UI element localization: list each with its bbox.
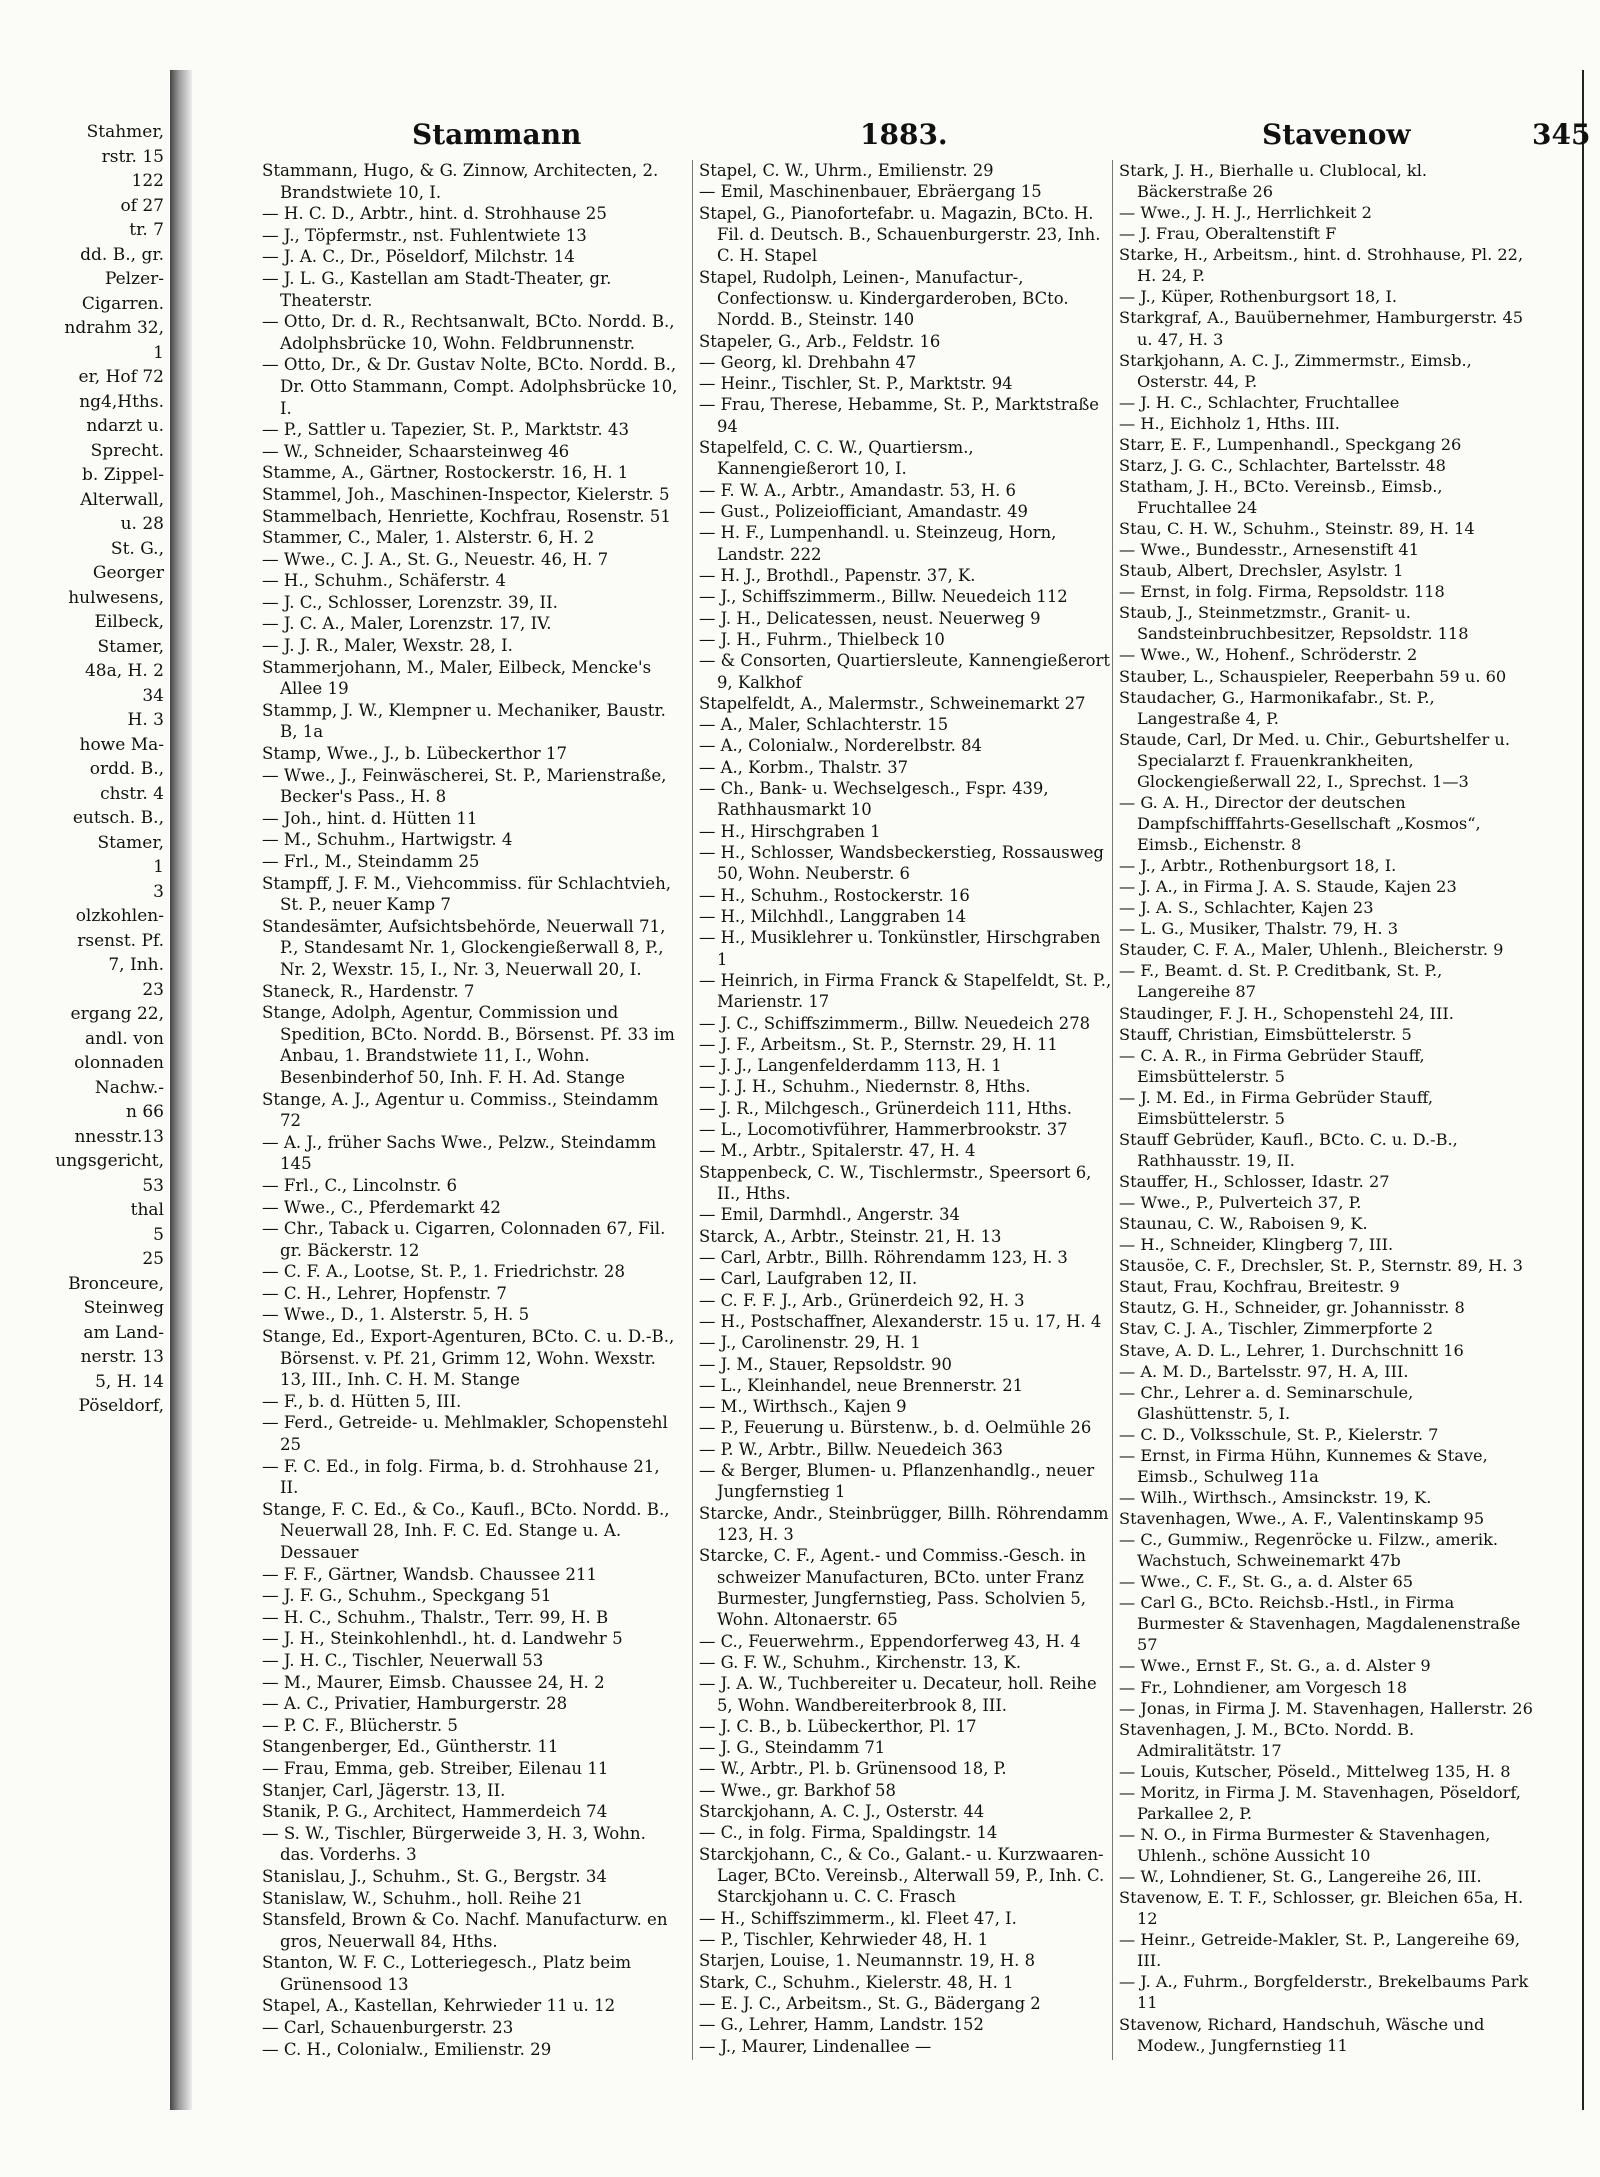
directory-entry: Stauber, L., Schauspieler, Reeperbahn 59 u. 60: [1119, 666, 1507, 686]
directory-entry: — J. A. C., Dr., Pöseldorf, Milchstr. 14: [262, 247, 575, 267]
directory-entry: Stammerjohann, M., Maler, Eilbeck, Mencke's Allee 19: [262, 657, 652, 699]
fragment-line: 5, H. 14: [95, 1371, 164, 1392]
directory-entry: — L. G., Musiker, Thalstr. 79, H. 3: [1119, 919, 1398, 939]
directory-entry: Staub, Albert, Drechsler, Asylstr. 1: [1119, 561, 1404, 581]
directory-entry: — C., in folg. Firma, Spaldingstr. 14: [699, 1823, 998, 1843]
directory-entry: — S. W., Tischler, Bürgerweide 3, H. 3, Wohn. das. Vorderhs. 3: [262, 1823, 646, 1865]
directory-entry: Stanjer, Carl, Jägerstr. 13, II.: [262, 1780, 506, 1800]
directory-entry: — C. F. A., Lootse, St. P., 1. Friedrichstr. 28: [262, 1262, 626, 1282]
directory-entry: — Louis, Kutscher, Pöseld., Mittelweg 135, H. 8: [1119, 1761, 1511, 1781]
directory-entry: Stapelfeldt, A., Malermstr., Schweinemarkt 27: [699, 693, 1086, 713]
directory-entry: Stanik, P. G., Architect, Hammerdeich 74: [262, 1802, 608, 1822]
directory-entry: Staub, J., Steinmetzmstr., Granit- u. Sandsteinbruchbesitzer, Repsoldstr. 118: [1119, 603, 1469, 644]
page-edge: [1582, 70, 1584, 2110]
fragment-line: 53: [142, 1175, 164, 1196]
fragment-line: dd. B., gr.: [80, 244, 164, 265]
directory-entry: Stange, F. C. Ed., & Co., Kaufl., BCto. Nordd. B., Neuerwall 28, Inh. F. C. Ed. Stange u. A. Dessauer: [262, 1499, 670, 1562]
directory-entry: Stauff, Christian, Eimsbüttelerstr. 5: [1119, 1024, 1412, 1044]
fragment-line: 48a, H. 2: [84, 661, 164, 681]
directory-entry: Stark, C., Schuhm., Kielerstr. 48, H. 1: [699, 1972, 1014, 1992]
directory-entry: Staneck, R., Hardenstr. 7: [262, 981, 475, 1001]
directory-entry: — Gust., Polizeiofficiant, Amandastr. 49: [699, 502, 1028, 521]
directory-entry: — A. J., früher Sachs Wwe., Pelzw., Steindamm 145: [262, 1132, 657, 1174]
directory-entry: Stave, A. D. L., Lehrer, 1. Durchschnitt 16: [1119, 1340, 1464, 1360]
fragment-line: Eilbeck,: [94, 612, 164, 632]
directory-entry: — Frau, Emma, geb. Streiber, Eilenau 11: [262, 1758, 609, 1778]
directory-entry: Stapeler, G., Arb., Feldstr. 16: [699, 331, 941, 351]
directory-entry: — A. M. D., Bartelsstr. 97, H. A, III.: [1119, 1361, 1409, 1381]
directory-entry: Staudacher, G., Harmonikafabr., St. P., Langestraße 4, P.: [1119, 687, 1435, 728]
directory-page: [262, 118, 1591, 2068]
directory-entry: — Wwe., gr. Barkhof 58: [699, 1780, 896, 1800]
directory-entry: — Frl., C., Lincolnstr. 6: [262, 1175, 458, 1195]
directory-entry: — Fr., Lohndiener, am Vorgesch 18: [1119, 1677, 1407, 1697]
directory-entry: Stavenow, Richard, Handschuh, Wäsche und Modew., Jungfernstieg 11: [1119, 2014, 1485, 2055]
directory-entry: — J. C. A., Maler, Lorenzstr. 17, IV.: [262, 614, 552, 634]
directory-entry: Stavenhagen, Wwe., A. F., Valentinskamp 95: [1119, 1509, 1485, 1528]
directory-entry: — Wwe., Ernst F., St. G., a. d. Alster 9: [1119, 1656, 1431, 1676]
fragment-line: howe Ma-: [79, 734, 164, 755]
directory-entry: — G., Lehrer, Hamm, Landstr. 152: [699, 2015, 984, 2035]
directory-entry: — Wwe., C. F., St. G., a. d. Alster 65: [1119, 1572, 1414, 1592]
running-header: [262, 118, 1591, 158]
directory-entry: Staut, Frau, Kochfrau, Breitestr. 9: [1119, 1277, 1400, 1297]
fragment-line: hulwesens,: [68, 587, 164, 608]
directory-entry: — H. J., Brothdl., Papenstr. 37, K.: [699, 565, 976, 585]
directory-entry: — Frl., M., Steindamm 25: [262, 852, 480, 871]
page-number: 345: [1532, 118, 1591, 151]
directory-entry: Stapel, A., Kastellan, Kehrwieder 11 u. 12: [262, 1996, 616, 2016]
directory-entry: — J. R., Milchgesch., Grünerdeich 111, Hths.: [699, 1098, 1072, 1118]
directory-entry: Stav, C. J. A., Tischler, Zimmerpforte 2: [1119, 1319, 1434, 1339]
fragment-line: u. 28: [120, 514, 164, 534]
fragment-line: 1: [153, 857, 164, 877]
fragment-line: thal: [130, 1200, 164, 1220]
fragment-line: ndrahm 32,: [64, 318, 164, 338]
header-last-name: Stavenow: [1262, 118, 1411, 151]
previous-page-fragment: [0, 120, 172, 2070]
fragment-line: Pöseldorf,: [78, 1396, 164, 1416]
directory-entry: — Otto, Dr. d. R., Rechtsanwalt, BCto. Nordd. B., Adolphsbrücke 10, Wohn. Feldbrunnenstr.: [262, 312, 675, 353]
fragment-line: Bronceure,: [68, 1273, 164, 1294]
directory-entry: — J. H., Fuhrm., Thielbeck 10: [699, 629, 945, 649]
fragment-line: Stamer,: [97, 832, 164, 853]
directory-entry: Stangenberger, Ed., Güntherstr. 11: [262, 1737, 559, 1757]
fragment-line: rstr. 15: [101, 146, 164, 167]
fragment-line: Pelzer-: [104, 269, 164, 289]
directory-entry: Staude, Carl, Dr Med. u. Chir., Geburtshelfer u. Specialarzt f. Frauenkrankheiten, Glockengießerwall 22, I., Sprechst. 1—3: [1119, 729, 1510, 791]
directory-entry: — H., Schneider, Klingberg 7, III.: [1119, 1235, 1394, 1255]
fragment-line: Sprecht.: [90, 440, 164, 461]
directory-entry: Stapel, C. W., Uhrm., Emilienstr. 29: [699, 161, 994, 180]
directory-entry: — Wwe., C., Pferdemarkt 42: [262, 1197, 501, 1217]
directory-entry: Stautz, G. H., Schneider, gr. Johannisstr. 8: [1119, 1298, 1465, 1318]
fragment-line: of 27: [120, 195, 164, 216]
directory-entry: — J. A., Fuhrm., Borgfelderstr., Brekelbaums Park 11: [1119, 1972, 1529, 2013]
directory-entry: — F., b. d. Hütten 5, III.: [262, 1391, 462, 1411]
directory-entry: — J., Küper, Rothenburgsort 18, I.: [1119, 287, 1397, 307]
directory-entry: Stange, Adolph, Agentur, Commission und Spedition, BCto. Nordd. B., Börsenst. Pf. 33 im Anbau, 1. Brandstwiete 11, I., Wohn. Besenbinderhof 50, Inh. F. H. Ad. Stange: [262, 1003, 675, 1087]
directory-entry: — H., Schuhm., Rostockerstr. 16: [699, 885, 970, 905]
directory-entry: — C. F. F. J., Arb., Grünerdeich 92, H. 3: [699, 1290, 1025, 1310]
fragment-line: rsenst. Pf.: [77, 930, 164, 951]
column-1: [262, 160, 682, 2060]
directory-entry: — H., Milchhdl., Langgraben 14: [699, 906, 967, 926]
directory-entry: Stau, C. H. W., Schuhm., Steinstr. 89, H. 14: [1119, 519, 1475, 539]
directory-entry: — N. O., in Firma Burmester & Stavenhagen, Uhlenh., schöne Aussicht 10: [1119, 1824, 1491, 1865]
directory-entry: — Joh., hint. d. Hütten 11: [262, 808, 478, 828]
directory-entry: — P., Tischler, Kehrwieder 48, H. 1: [699, 1929, 989, 1949]
directory-entry: Stausöe, C. F., Drechsler, St. P., Sternstr. 89, H. 3: [1119, 1256, 1523, 1276]
directory-entry: — H., Musiklehrer u. Tonkünstler, Hirschgraben 1: [699, 928, 1101, 969]
directory-entry: Starjen, Louise, 1. Neumannstr. 19, H. 8: [699, 1951, 1036, 1971]
directory-entry: Starkjohann, A. C. J., Zimmermstr., Eimsb., Osterstr. 44, P.: [1119, 350, 1472, 391]
directory-entry: Stavenhagen, J. M., BCto. Nordd. B. Admiralitätstr. 17: [1119, 1719, 1415, 1760]
directory-entry: — J. G., Steindamm 71: [699, 1738, 886, 1758]
fragment-line: 7, Inh.: [108, 955, 164, 975]
directory-entry: — Otto, Dr., & Dr. Gustav Nolte, BCto. Nordd. B., Dr. Otto Stammann, Compt. Adolphsbrücke 10, I.: [262, 355, 678, 418]
directory-entry: — Moritz, in Firma J. M. Stavenhagen, Pöseldorf, Parkallee 2, P.: [1119, 1782, 1521, 1823]
directory-entry: — H., Schlosser, Wandsbeckerstieg, Rossausweg 50, Wohn. Neuberstr. 6: [699, 843, 1104, 884]
directory-entry: Stange, A. J., Agentur u. Commiss., Steindamm 72: [262, 1089, 659, 1131]
fragment-line: nerstr. 13: [80, 1347, 164, 1367]
directory-entry: — Ferd., Getreide- u. Mehlmakler, Schopenstehl 25: [262, 1413, 668, 1455]
directory-entry: — Carl, Laufgraben 12, II.: [699, 1269, 918, 1289]
directory-entry: — M., Wirthsch., Kajen 9: [699, 1397, 907, 1417]
directory-entry: — M., Schuhm., Hartwigstr. 4: [262, 830, 513, 850]
directory-entry: Starck, A., Arbtr., Steinstr. 21, H. 13: [699, 1226, 1002, 1246]
directory-entry: Stamme, A., Gärtner, Rostockerstr. 16, H. 1: [262, 463, 629, 483]
directory-entry: Statham, J. H., BCto. Vereinsb., Eimsb., Fruchtallee 24: [1119, 476, 1443, 517]
directory-entry: Staunau, C. W., Raboisen 9, K.: [1119, 1214, 1368, 1234]
directory-entry: — H., Hirschgraben 1: [699, 821, 881, 841]
directory-entry: — J. H., Delicatessen, neust. Neuerweg 9: [699, 608, 1041, 628]
fragment-line: H. 3: [127, 710, 164, 730]
fragment-line: Alterwall,: [80, 489, 164, 510]
directory-entry: — Carl, Schauenburgerstr. 23: [262, 2018, 514, 2038]
directory-entry: Starckjohann, A. C. J., Osterstr. 44: [699, 1802, 985, 1822]
directory-entry: — A., Maler, Schlachterstr. 15: [699, 715, 949, 735]
directory-entry: Starckjohann, C., & Co., Galant.- u. Kurzwaaren-Lager, BCto. Vereinsb., Alterwall 59, P., Inh. C. Starckjohann u. C. C. Frasch: [699, 1844, 1105, 1907]
directory-entry: — J. A., in Firma J. A. S. Staude, Kajen 23: [1119, 877, 1457, 897]
directory-entry: — H., Postschaffner, Alexanderstr. 15 u. 17, H. 4: [699, 1311, 1102, 1331]
directory-entry: — Wilh., Wirthsch., Amsinckstr. 19, K.: [1119, 1487, 1432, 1507]
directory-entry: — Wwe., J. H. J., Herrlichkeit 2: [1119, 203, 1372, 223]
directory-entry: — J. A. W., Tuchbereiter u. Decateur, holl. Reihe 5, Wohn. Wandbereiterbrook 8, III.: [699, 1674, 1097, 1715]
fragment-line: ng4,Hths.: [79, 391, 164, 412]
fragment-line: 3: [153, 881, 164, 902]
fragment-line: ungsgericht,: [55, 1151, 164, 1171]
directory-entry: — H., Eichholz 1, Hths. III.: [1119, 413, 1340, 433]
directory-entry: — F. C. Ed., in folg. Firma, b. d. Strohhause 21, II.: [262, 1456, 660, 1498]
directory-entry: — W., Schneider, Schaarsteinweg 46: [262, 441, 570, 461]
directory-entry: — J. M., Stauer, Repsoldstr. 90: [699, 1354, 952, 1374]
directory-entry: — Emil, Darmhdl., Angerstr. 34: [699, 1205, 960, 1225]
book-gutter: [170, 70, 192, 2110]
fragment-line: St. G.,: [110, 538, 164, 559]
fragment-line: am Land-: [83, 1322, 164, 1343]
directory-entry: — Wwe., W., Hohenf., Schröderstr. 2: [1119, 645, 1418, 665]
directory-entry: — L., Kleinhandel, neue Brennerstr. 21: [699, 1375, 1024, 1395]
directory-entry: Stanton, W. F. C., Lotteriegesch., Platz beim Grünensood 13: [262, 1953, 632, 1994]
directory-entry: — F. W. A., Arbtr., Amandastr. 53, H. 6: [699, 480, 1016, 500]
header-year: 1883.: [860, 118, 948, 151]
directory-entry: — J. C., Schiffszimmerm., Billw. Neuedeich 278: [699, 1013, 1091, 1033]
directory-entry: — & Consorten, Quartiersleute, Kannengießerort 9, Kalkhof: [699, 651, 1110, 692]
directory-entry: — C. H., Lehrer, Hopfenstr. 7: [262, 1283, 507, 1303]
fragment-line: b. Zippel-: [82, 465, 164, 485]
directory-entry: — J. C., Schlosser, Lorenzstr. 39, II.: [262, 592, 558, 612]
directory-entry: Starkgraf, A., Bauübernehmer, Hamburgerstr. 45 u. 47, H. 3: [1119, 308, 1524, 349]
directory-entry: — L., Locomotivführer, Hammerbrookstr. 37: [699, 1120, 1068, 1140]
directory-entry: Stavenow, E. T. F., Schlosser, gr. Bleichen 65a, H. 12: [1119, 1888, 1524, 1929]
directory-entry: Stapel, Rudolph, Leinen-, Manufactur-, Confectionsw. u. Kindergarderoben, BCto. Nordd. B., Steinstr. 140: [699, 267, 1069, 330]
directory-entry: — J., Schiffszimmerm., Billw. Neuedeich 112: [699, 587, 1068, 607]
fragment-line: 34: [142, 685, 164, 706]
directory-entry: Stauffer, H., Schlosser, Idastr. 27: [1119, 1172, 1390, 1191]
directory-entry: Starr, E. F., Lumpenhandl., Speckgang 26: [1119, 434, 1462, 454]
directory-entry: Stamp, Wwe., J., b. Lübeckerthor 17: [262, 744, 568, 764]
directory-entry: Stark, J. H., Bierhalle u. Clublocal, kl. Bäckerstraße 26: [1119, 161, 1428, 202]
directory-entry: Standesämter, Aufsichtsbehörde, Neuerwall 71, P., Standesamt Nr. 1, Glockengießerwall 8, P., Nr. 2, Wexstr. 15, I., Nr. 3, Neuerwall 20, I.: [262, 916, 666, 979]
directory-entry: — Wwe., Bundesstr., Arnesenstift 41: [1119, 540, 1420, 560]
directory-entry: — Emil, Maschinenbauer, Ebräergang 15: [699, 182, 1042, 202]
column-2: [692, 160, 1113, 2060]
fragment-line: Georger: [92, 563, 164, 583]
column-3: [1112, 160, 1533, 2060]
directory-entry: — Chr., Lehrer a. d. Seminarschule, Glashüttenstr. 5, I.: [1119, 1382, 1414, 1423]
directory-entry: — A., Colonialw., Norderelbstr. 84: [699, 736, 982, 756]
fragment-line: nnesstr.13: [74, 1126, 164, 1147]
directory-entry: — G. F. W., Schuhm., Kirchenstr. 13, K.: [699, 1652, 1022, 1672]
fragment-line: ergang 22,: [70, 1004, 164, 1024]
fragment-line: Stahmer,: [86, 122, 164, 142]
fragment-line: 122: [131, 171, 164, 191]
directory-entry: — W., Arbtr., Pl. b. Grünensood 18, P.: [699, 1759, 1007, 1779]
directory-entry: — H. F., Lumpenhandl. u. Steinzeug, Horn, Landstr. 222: [699, 523, 1057, 564]
directory-entry: — J. L. G., Kastellan am Stadt-Theater, gr. Theaterstr.: [262, 268, 612, 310]
directory-entry: Stammann, Hugo, & G. Zinnow, Architecten, 2. Brandstwiete 10, I.: [262, 161, 659, 202]
directory-entry: — Ch., Bank- u. Wechselgesch., Fspr. 439, Rathhausmarkt 10: [699, 779, 1049, 820]
directory-entry: — E. J. C., Arbeitsm., St. G., Bädergang 2: [699, 1993, 1041, 2013]
fragment-line: Stamer,: [97, 636, 164, 657]
directory-entry: Stauff Gebrüder, Kaufl., BCto. C. u. D.-B., Rathhausstr. 19, II.: [1119, 1129, 1458, 1170]
directory-entry: — Frau, Therese, Hebamme, St. P., Marktstraße 94: [699, 395, 1100, 436]
fragment-line: Nachw.-: [94, 1077, 164, 1098]
directory-entry: — Wwe., C. J. A., St. G., Neuestr. 46, H. 7: [262, 549, 609, 569]
directory-entry: — J. J., Langenfelderdamm 113, H. 1: [699, 1056, 1002, 1076]
directory-entry: — H., Schiffszimmerm., kl. Fleet 47, I.: [699, 1908, 1017, 1928]
fragment-line: tr. 7: [129, 220, 164, 240]
fragment-line: n 66: [126, 1102, 164, 1122]
directory-entry: — J. H. C., Tischler, Neuerwall 53: [262, 1650, 544, 1670]
directory-entry: — C., Gummiw., Regenröcke u. Filzw., amerik. Wachstuch, Schweinemarkt 47b: [1119, 1530, 1499, 1571]
directory-entry: — Heinr., Getreide-Makler, St. P., Langereihe 69, III.: [1119, 1930, 1521, 1971]
directory-entry: — Carl, Arbtr., Billh. Röhrendamm 123, H. 3: [699, 1247, 1068, 1267]
directory-entry: — Chr., Taback u. Cigarren, Colonnaden 67, Fil. gr. Bäckerstr. 12: [262, 1219, 666, 1260]
directory-entry: — Heinrich, in Firma Franck & Stapelfeldt, St. P., Marienstr. 17: [699, 970, 1112, 1012]
directory-entry: — Jonas, in Firma J. M. Stavenhagen, Hallerstr. 26: [1119, 1698, 1533, 1718]
directory-entry: — M., Arbtr., Spitalerstr. 47, H. 4: [699, 1141, 976, 1161]
fragment-line: 1: [153, 342, 164, 363]
directory-entry: Stampff, J. F. M., Viehcommiss. für Schlachtvieh, St. P., neuer Kamp 7: [262, 873, 672, 915]
directory-entry: — J. J. R., Maler, Wexstr. 28, I.: [262, 636, 513, 656]
directory-entry: — A. C., Privatier, Hamburgerstr. 28: [262, 1694, 568, 1714]
directory-entry: — G. A. H., Director der deutschen Dampfschifffahrts-Gesellschaft „Kosmos“, Eimsb., Eichenstr. 8: [1119, 792, 1481, 854]
directory-entry: Stauder, C. F. A., Maler, Uhlenh., Bleicherstr. 9: [1119, 940, 1504, 960]
directory-entry: — J., Maurer, Lindenallee —: [699, 2036, 932, 2056]
directory-entry: Staudinger, F. J. H., Schopenstehl 24, III.: [1119, 1003, 1454, 1023]
directory-entry: — J., Töpfermstr., nst. Fuhlentwiete 13: [262, 225, 587, 245]
directory-entry: — C. H., Colonialw., Emilienstr. 29: [262, 2039, 552, 2059]
directory-entry: Stappenbeck, C. W., Tischlermstr., Speersort 6, II., Hths.: [699, 1162, 1092, 1203]
directory-entry: Stammer, C., Maler, 1. Alsterstr. 6, H. 2: [262, 528, 595, 548]
fragment-line: olonnaden: [74, 1053, 164, 1073]
directory-entry: — J. J. H., Schuhm., Niedernstr. 8, Hths.: [699, 1077, 1031, 1097]
directory-entry: Stanislaw, W., Schuhm., holl. Reihe 21: [262, 1888, 584, 1908]
directory-entry: — W., Lohndiener, St. G., Langereihe 26, III.: [1119, 1867, 1482, 1887]
directory-entry: — C. A. R., in Firma Gebrüder Stauff, Eimsbüttelerstr. 5: [1119, 1045, 1425, 1086]
directory-entry: Stansfeld, Brown & Co. Nachf. Manufacturw. en gros, Neuerwall 84, Hths.: [262, 1910, 668, 1951]
directory-entry: Starz, J. G. C., Schlachter, Bartelsstr. 48: [1119, 455, 1446, 475]
directory-entry: — J., Carolinenstr. 29, H. 1: [699, 1333, 921, 1353]
directory-entry: — H. C. D., Arbtr., hint. d. Strohhause 25: [262, 204, 607, 224]
directory-entry: Stammelbach, Henriette, Kochfrau, Rosenstr. 51: [262, 506, 671, 526]
directory-entry: Starcke, C. F., Agent.- und Commiss.-Gesch. in schweizer Manufacturen, BCto. unter Franz Burmester, Jungfernstieg, Pass. Scholvien 5, Wohn. Altonaerstr. 65: [699, 1546, 1087, 1630]
directory-entry: — Carl G., BCto. Reichsb.-Hstl., in Firma Burmester & Stavenhagen, Magdalenenstraße 57: [1119, 1593, 1521, 1655]
directory-entry: — A., Korbm., Thalstr. 37: [699, 757, 909, 777]
directory-entry: — J. H., Steinkohlenhdl., ht. d. Landwehr 5: [262, 1629, 623, 1649]
directory-entry: — Wwe., P., Pulverteich 37, P.: [1119, 1193, 1362, 1213]
directory-entry: Stammel, Joh., Maschinen-Inspector, Kielerstr. 5: [262, 484, 670, 504]
directory-columns: [262, 160, 1582, 2060]
directory-entry: — J. H. C., Schlachter, Fruchtallee: [1119, 392, 1400, 412]
directory-entry: — J. Frau, Oberaltenstift F: [1119, 224, 1337, 244]
fragment-line: 23: [142, 979, 164, 1000]
directory-entry: — J. A. S., Schlachter, Kajen 23: [1119, 898, 1374, 918]
fragment-line: er, Hof 72: [78, 367, 164, 387]
directory-entry: Stapelfeld, C. C. W., Quartiersm., Kannengießerort 10, I.: [699, 438, 974, 479]
directory-entry: — H. C., Schuhm., Thalstr., Terr. 99, H. B: [262, 1607, 609, 1627]
directory-entry: — J. C. B., b. Lübeckerthor, Pl. 17: [699, 1716, 977, 1736]
directory-entry: — C., Feuerwehrm., Eppendorferweg 43, H. 4: [699, 1631, 1081, 1651]
directory-entry: Starcke, Andr., Steinbrügger, Billh. Röhrendamm 123, H. 3: [699, 1503, 1109, 1544]
directory-entry: — J., Arbtr., Rothenburgsort 18, I.: [1119, 856, 1397, 876]
directory-entry: — P., Feuerung u. Bürstenw., b. d. Oelmühle 26: [699, 1418, 1092, 1438]
directory-entry: — Heinr., Tischler, St. P., Marktstr. 94: [699, 374, 1013, 394]
header-first-name: Stammann: [412, 118, 582, 151]
directory-entry: — C. D., Volksschule, St. P., Kielerstr. 7: [1119, 1424, 1439, 1444]
directory-entry: — J. M. Ed., in Firma Gebrüder Stauff, Eimsbüttelerstr. 5: [1119, 1087, 1433, 1128]
fragment-line: ndarzt u.: [86, 416, 164, 436]
directory-entry: Stammp, J. W., Klempner u. Mechaniker, Baustr. B, 1a: [262, 700, 666, 742]
fragment-line: olzkohlen-: [75, 906, 164, 926]
fragment-line: chstr. 4: [100, 783, 164, 804]
fragment-line: andl. von: [85, 1028, 164, 1049]
directory-entry: — Wwe., J., Feinwäscherei, St. P., Marienstraße, Becker's Pass., H. 8: [262, 765, 667, 807]
directory-entry: Starke, H., Arbeitsm., hint. d. Strohhause, Pl. 22, H. 24, P.: [1119, 245, 1524, 286]
directory-entry: — F. F., Gärtner, Wandsb. Chaussee 211: [262, 1564, 598, 1584]
directory-entry: — M., Maurer, Eimsb. Chaussee 24, H. 2: [262, 1672, 605, 1692]
directory-entry: Stange, Ed., Export-Agenturen, BCto. C. u. D.-B., Börsenst. v. Pf. 21, Grimm 12, Wohn. Wexstr. 13, III., Inh. C. H. M. Stange: [262, 1327, 675, 1390]
fragment-line: eutsch. B.,: [72, 808, 164, 828]
directory-entry: — P. C. F., Blücherstr. 5: [262, 1715, 458, 1735]
fragment-line: Steinweg: [83, 1298, 164, 1318]
directory-entry: — P., Sattler u. Tapezier, St. P., Marktstr. 43: [262, 420, 630, 440]
directory-entry: — F., Beamt. d. St. P. Creditbank, St. P., Langereihe 87: [1119, 961, 1443, 1002]
directory-entry: Stanislau, J., Schuhm., St. G., Bergstr. 34: [262, 1866, 607, 1886]
directory-entry: — P. W., Arbtr., Billw. Neuedeich 363: [699, 1439, 1003, 1459]
fragment-line: Cigarren.: [81, 293, 164, 314]
directory-entry: — Wwe., D., 1. Alsterstr. 5, H. 5: [262, 1305, 530, 1325]
directory-entry: — J. F., Arbeitsm., St. P., Sternstr. 29, H. 11: [699, 1034, 1058, 1054]
directory-entry: — H., Schuhm., Schäferstr. 4: [262, 571, 506, 591]
directory-entry: — J. F. G., Schuhm., Speckgang 51: [262, 1586, 552, 1606]
directory-entry: Stapel, G., Pianofortefabr. u. Magazin, BCto. H. Fil. d. Deutsch. B., Schauenburgerstr. 23, Inh. C. H. Stapel: [699, 203, 1101, 266]
directory-entry: — Ernst, in Firma Hühn, Kunnemes & Stave, Eimsb., Schulweg 11a: [1119, 1445, 1488, 1486]
fragment-line: ordd. B.,: [89, 759, 164, 779]
fragment-line: 5: [153, 1224, 164, 1245]
directory-entry: — Georg, kl. Drehbahn 47: [699, 352, 917, 372]
directory-entry: — & Berger, Blumen- u. Pflanzenhandlg., neuer Jungfernstieg 1: [699, 1461, 1095, 1502]
fragment-line: 25: [142, 1249, 164, 1269]
directory-entry: — Ernst, in folg. Firma, Repsoldstr. 118: [1119, 582, 1445, 602]
